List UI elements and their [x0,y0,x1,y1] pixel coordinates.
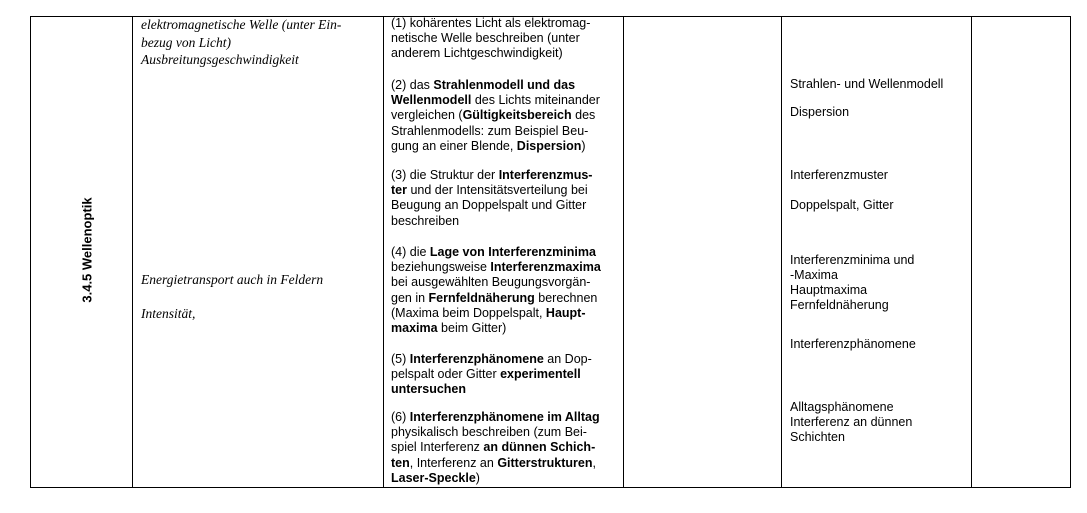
item-keyword: Wellenmodell [391,93,472,108]
table-bottom-border [30,487,1071,488]
item-line: Strahlenmodells: zum Beispiel Beu- [391,123,589,138]
keyword: -Maxima [790,268,838,282]
item-line: physikalisch beschreiben (zum Bei- [391,425,587,440]
keyword: Interferenzphänomene [790,337,916,351]
item-line: netische Welle beschreiben (unter [391,31,580,46]
item-text: , [592,455,596,470]
item-text: , Interferenz an [409,455,498,470]
keyword: Strahlen- und Wellenmodell [790,77,944,91]
item-text: vergleichen ( [391,108,463,123]
keyword: Schichten [790,430,845,444]
item-text: pelspalt oder Gitter [391,367,501,382]
item-text: des [571,108,596,123]
item-keyword: Dispersion [516,138,582,153]
competence-item-5 [391,352,623,398]
item-keyword: Haupt- [545,305,586,320]
keyword: Interferenzmuster [790,168,888,182]
item-keyword: untersuchen [391,382,467,397]
item-keyword: experimentell [500,367,581,382]
keyword: Alltagsphänomene [790,400,894,414]
item-line: (1) kohärentes Licht als elektromag- [391,16,591,30]
item-text: (Maxima beim Doppelspalt, [391,305,546,320]
item-keyword: an dünnen Schich- [483,440,596,455]
item-keyword: Strahlenmodell und das [433,78,576,92]
item-text: beim Gitter) [437,321,507,336]
item-line: bei ausgewählten Beugungsvorgän- [391,275,591,290]
item-text: ) [581,138,586,153]
competence-item-6 [391,410,623,486]
keyword: Dispersion [790,105,850,119]
item-text: gen in [391,290,429,305]
keyword: Hauptmaxima [790,283,868,297]
competence-item-2 [391,78,623,154]
item-keyword: Fernfeldnäherung [428,290,535,305]
topic-line: bezug von Licht) [141,35,231,50]
item-text: an Dop- [543,352,592,366]
competence-item-4 [391,245,623,336]
item-keyword: Laser-Speckle [391,470,476,485]
table-border-col3 [623,16,624,488]
table-border-col6 [1070,16,1071,488]
item-keyword: Interferenzmaxima [490,260,601,275]
item-keyword: Interferenzphänomene [409,352,544,366]
table-border-col1 [132,16,133,488]
item-line: Beugung an Doppelspalt und Gitter [391,198,587,213]
keyword: Fernfeldnäherung [790,298,889,312]
table-border-col5 [971,16,972,488]
topic-line: Ausbreitungsgeschwindigkeit [141,52,299,67]
table-border-col2 [383,16,384,488]
competence-item-1 [391,16,623,62]
keyword: Interferenz an dünnen [790,415,913,429]
topic-line: Intensität, [141,306,196,321]
item-text: berechnen [534,290,598,305]
item-line: beschreiben [391,213,460,228]
table-border-col4 [781,16,782,488]
item-keyword: Gültigkeitsbereich [462,108,572,123]
item-keyword: ter [391,183,407,198]
item-text: beziehungsweise [391,260,491,275]
item-keyword: Gitterstrukturen [497,455,593,470]
item-text: gung an einer Blende, [391,138,517,153]
keyword: Interferenzminima und [790,253,915,267]
item-text: (6) [391,410,410,424]
keyword: Doppelspalt, Gitter [790,198,894,212]
item-keyword: Interferenzmus- [498,168,593,182]
item-text: (2) das [391,78,434,92]
item-text: des Lichts miteinander [471,93,600,108]
item-keyword: Lage von Interferenzminima [429,245,596,259]
item-text: (3) die Struktur der [391,168,499,182]
item-text: spiel Interferenz [391,440,484,455]
competence-item-3 [391,168,623,229]
item-text: (5) [391,352,410,366]
item-text: und der Intensitätsverteilung bei [406,183,588,198]
item-line: anderem Lichtgeschwindigkeit) [391,46,563,61]
topic-line: elektromagnetische Welle (unter Ein- [141,17,342,32]
item-text: ) [475,470,480,485]
item-keyword: Interferenzphänomene im Alltag [409,410,600,424]
item-keyword: maxima [391,321,438,336]
section-title: 3.4.5 Wellenoptik [79,197,95,303]
item-keyword: ten [391,455,410,470]
table-border-col0 [30,16,31,488]
item-text: (4) die [391,245,430,259]
topic-line: Energietransport auch in Feldern [141,272,324,287]
